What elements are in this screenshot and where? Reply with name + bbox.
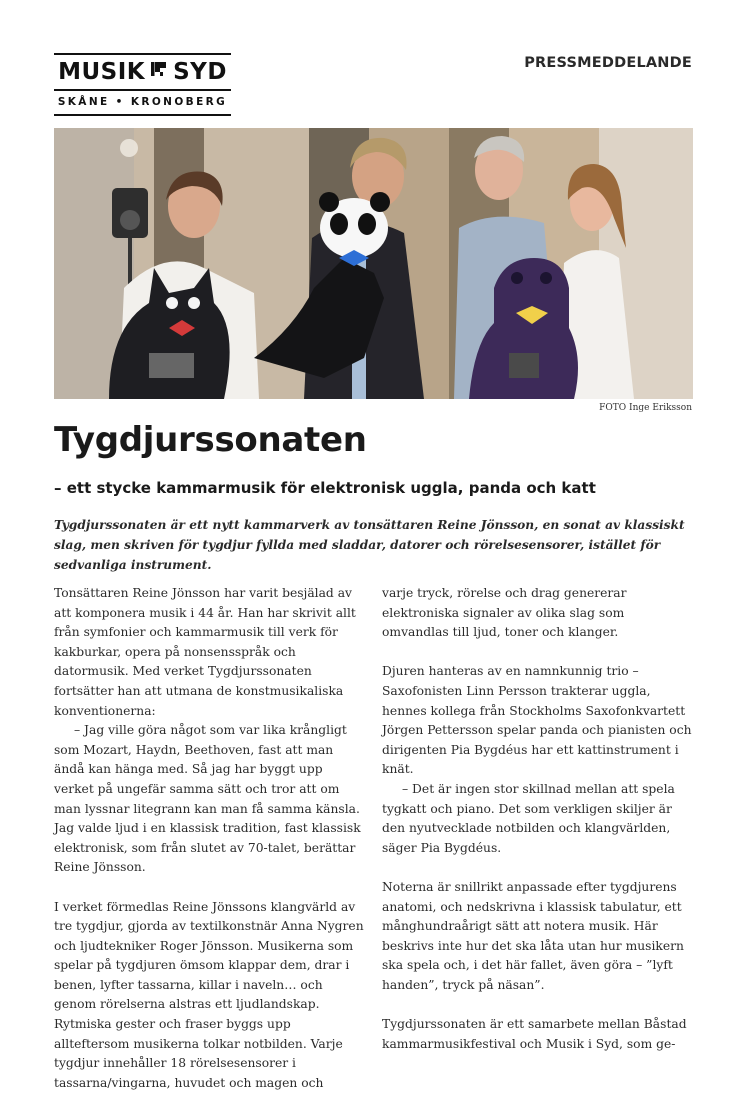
logo-top-rule: [54, 53, 231, 55]
logo-region: SKÅNE • KRONOBERG: [54, 96, 231, 108]
photo-caption: FOTO Inge Eriksson: [599, 403, 692, 413]
logo-wordmark: [54, 59, 231, 85]
press-photo-illustration: [54, 128, 693, 399]
body-column-right: [382, 584, 692, 1054]
paragraph: Tonsättaren Reine Jönsson har varit besjälad av att komponera musik i 44 år. Han har skrivit allt från symfonier och kammarmusik till verk för kakburkar, opera på nonsensspråk och datormusik. Med verket Tygdjurssonaten fortsätter han att utmana de konstmusikaliska konventionerna:: [54, 584, 364, 721]
paragraph: Tygdjurssonaten är ett samarbete mellan Båstad kammarmusikfestival och Musik i Syd, som ge-: [382, 1015, 692, 1054]
paragraph-quote: – Jag ville göra något som var lika krångligt som Mozart, Haydn, Beethoven, fast att man ändå kan hänga med. Så jag har byggt upp verket på ungefär samma sätt och tror att om man lyssnar litegrann kan man få samma känsla. Jag valde ljud i en klassisk tradition, fast klassisk elektronisk, som från slutet av 70-talet, berättar Reine Jönsson.: [54, 721, 364, 878]
paragraph: varje tryck, rörelse och drag genererar elektroniska signaler av olika slag som omvandlas till ljud, toner och klanger.: [382, 584, 692, 643]
logo-word-musik: MUSIK: [58, 59, 145, 85]
logo-word-syd: SYD: [173, 59, 227, 85]
document-type-label: PRESSMEDDELANDE: [524, 55, 692, 71]
logo-bottom-rule: [54, 114, 231, 116]
paragraph: I verket förmedlas Reine Jönssons klangvärld av tre tygdjur, gjorda av textilkonstnär Anna Nygren och ljudtekniker Roger Jönsson. Musikerna som spelar på tygdjuren ömsom klappar dem, drar i benen, lyfter tassarna, killar i naveln… och genom rörelserna alstras ett ljudlandskap. Rytmiska gester och fraser byggs upp allteftersom musikerna tolkar notbilden. Varje tygdjur innehåller 18 rörelsesensorer i tassarna/vingarna, huvudet och magen och: [54, 898, 364, 1093]
logo-middle-rule: [54, 89, 231, 91]
article-title: Tygdjurssonaten: [54, 420, 367, 460]
press-photo: [54, 128, 693, 399]
paragraph-quote: – Det är ingen stor skillnad mellan att spela tygkatt och piano. Det som verkligen skiljer är den nyutvecklade notbilden och klangvärlden, säger Pia Bygdéus.: [382, 780, 692, 858]
paragraph: Noterna är snillrikt anpassade efter tygdjurens anatomi, och nedskrivna i klassisk tabulatur, ett månghundraårigt sätt att notera musik. Här beskrivs inte hur det ska låta utan hur musikern ska spela och, i det här fallet, även göra – ”lyft handen”, tryck på näsan”.: [382, 878, 692, 996]
article-subtitle: – ett stycke kammarmusik för elektronisk uggla, panda och katt: [54, 479, 596, 497]
paragraph: Djuren hanteras av en namnkunnig trio – Saxofonisten Linn Persson trakterar uggla, hennes kollega från Stockholms Saxofonkvartett Jörgen Pettersson spelar panda och pianisten och dirigenten Pia Bygdéus har ett kattinstrument i knät.: [382, 662, 692, 780]
article-lead: Tygdjurssonaten är ett nytt kammarverk av tonsättaren Reine Jönsson, en sonat av klassiskt slag, men skriven för tygdjur fyllda med sladdar, datorer och rörelsesensorer, istället för sedvanliga instrument.: [54, 515, 694, 575]
musik-i-syd-logo: [54, 53, 231, 116]
logo-note-icon: [149, 60, 169, 83]
body-column-left: [54, 584, 364, 1093]
